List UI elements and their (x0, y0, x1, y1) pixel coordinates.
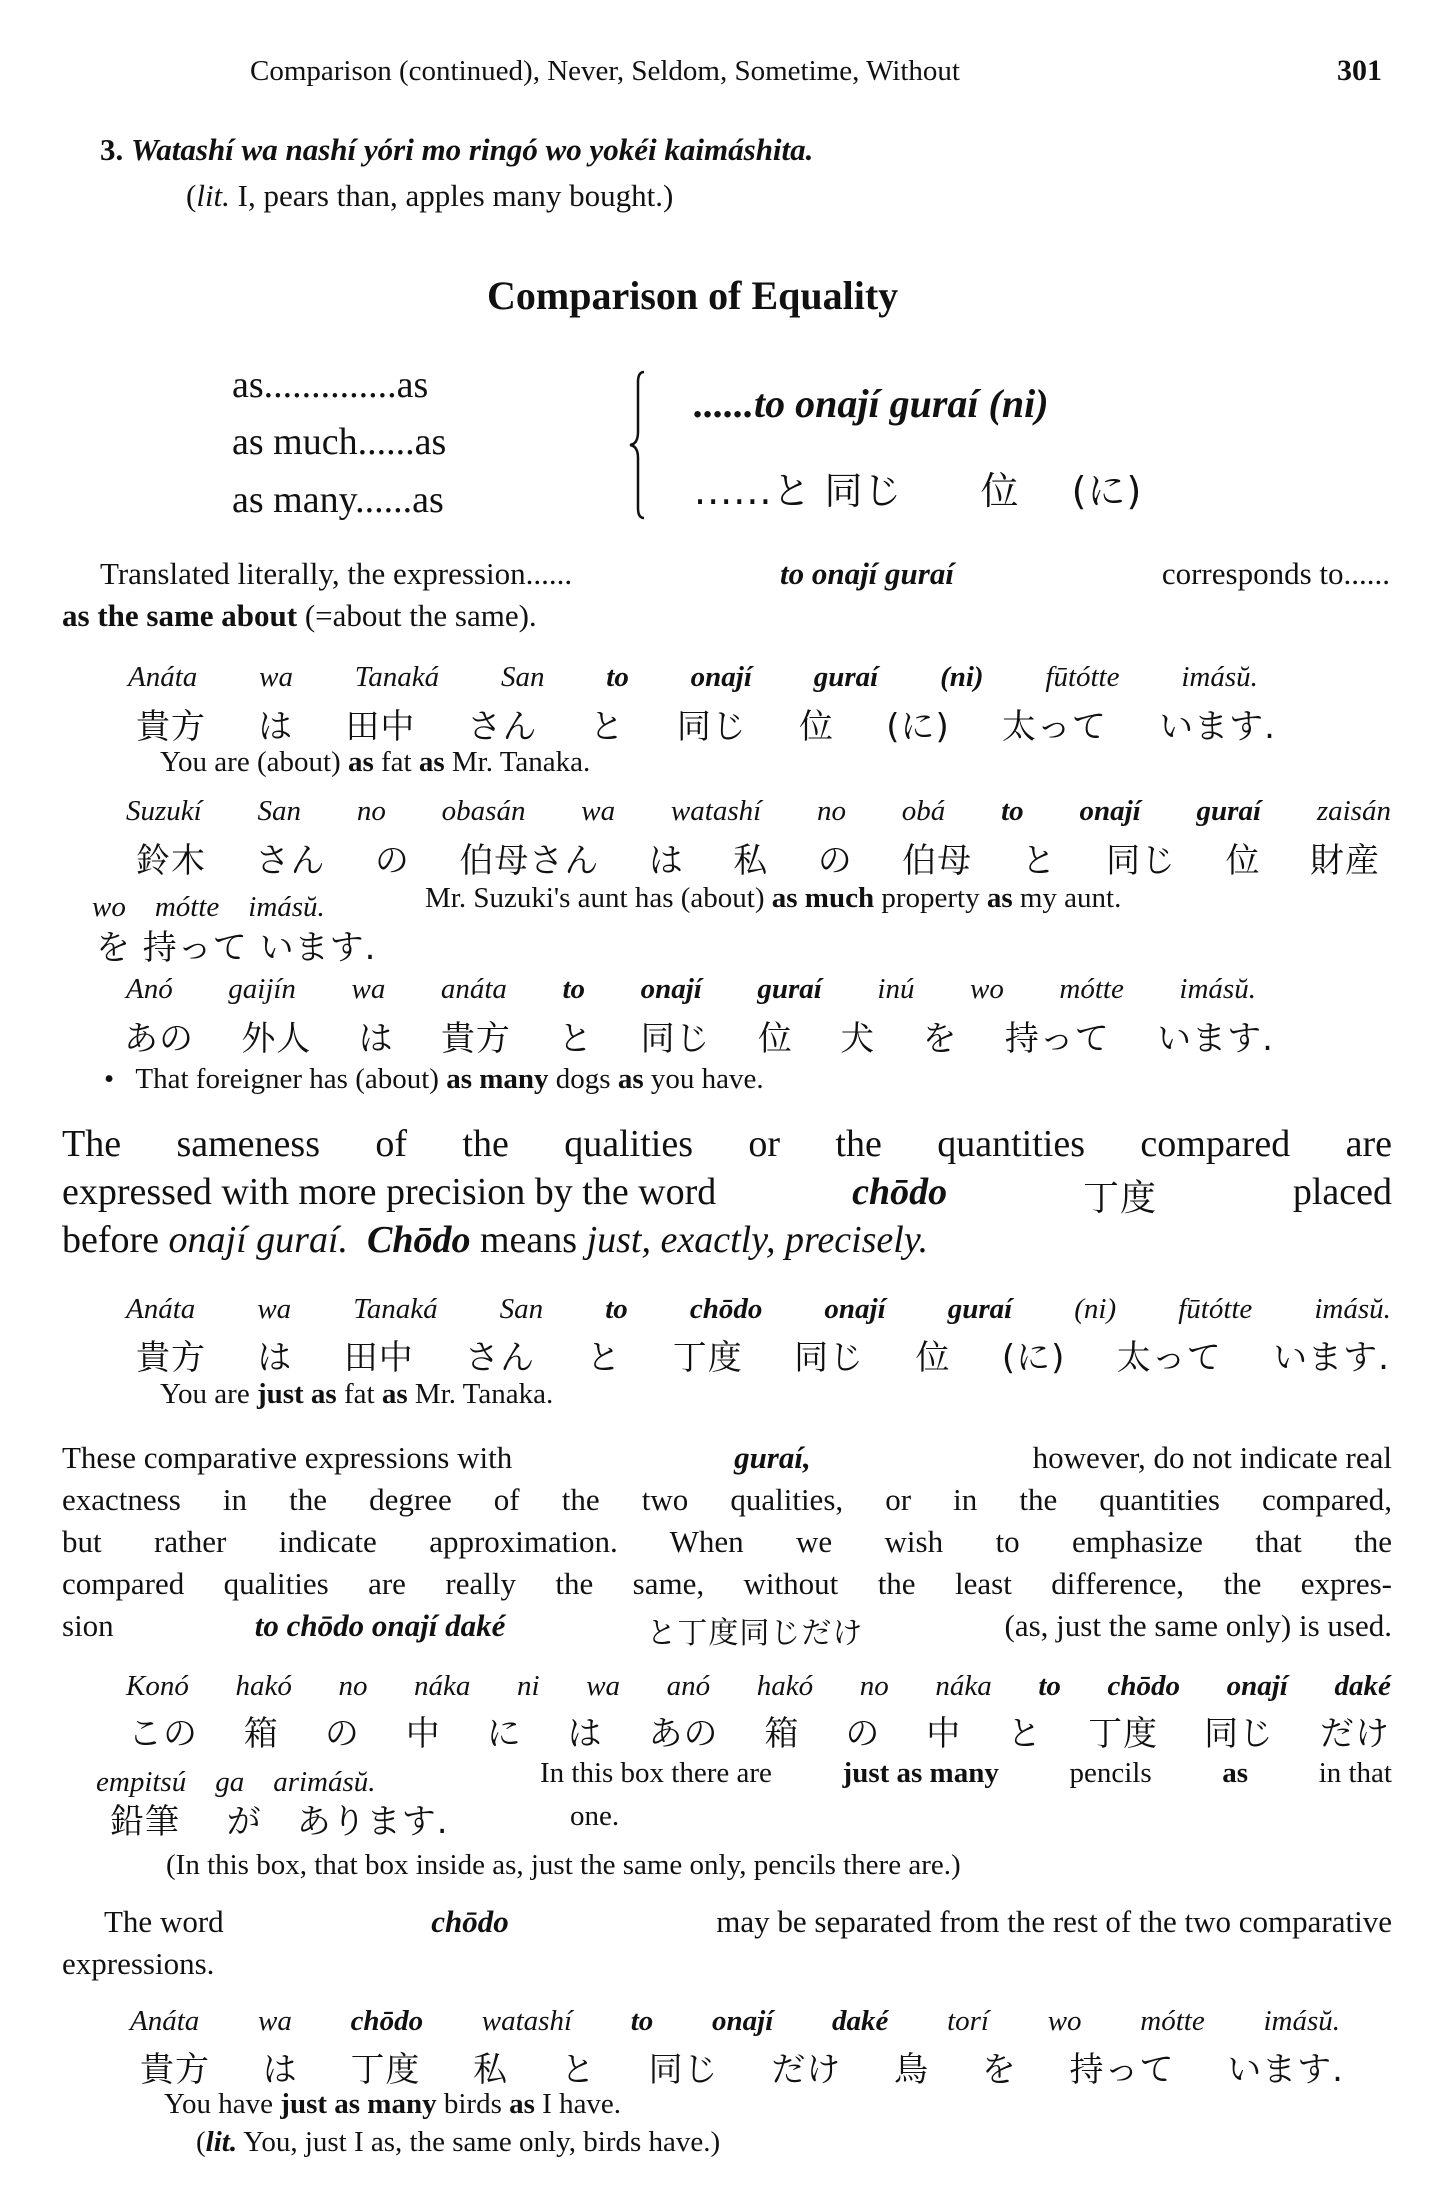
word: wo (1047, 2005, 1082, 2037)
word: 同じ (640, 1019, 711, 1059)
word: この (128, 1714, 198, 1754)
word: Anáta (128, 661, 198, 693)
ex2-english (425, 882, 1121, 915)
word: to (605, 1293, 628, 1325)
word: daké (1334, 1670, 1391, 1702)
text: You have (164, 2088, 274, 2120)
word: 位 (1225, 841, 1261, 881)
word: wo (970, 973, 1004, 1005)
word: no (356, 795, 386, 827)
word: 同じ (676, 707, 747, 747)
word: あの (648, 1714, 719, 1754)
bullet: • (104, 1063, 115, 1095)
text: just as (256, 1378, 337, 1410)
ex3-english (104, 1063, 764, 1096)
text: dogs (555, 1063, 611, 1095)
word: と (1021, 841, 1057, 881)
word: さん (465, 1338, 536, 1378)
word: の (374, 841, 410, 881)
word: anáta (440, 973, 507, 1005)
these-line-2: exactness in the degree of the two qualities, or in the quantities compared, (62, 1482, 1392, 1517)
word: anó (666, 1670, 711, 1702)
word: to (606, 661, 629, 693)
word: no (816, 795, 846, 827)
page-number: 301 (1337, 54, 1382, 87)
text: onají guraí. (168, 1219, 349, 1261)
item-number: 3. (100, 132, 124, 167)
word: と (586, 1338, 622, 1378)
word: onají (690, 661, 752, 693)
ex2-romaji-2: wo mótte imásŭ. (92, 891, 325, 923)
word: fūtótte (1178, 1293, 1253, 1325)
lit-text: I, pears than, apples many bought.) (237, 178, 674, 213)
text: sion (62, 1608, 114, 1643)
word: imásŭ. (1314, 1293, 1391, 1325)
text: to onají guraí (779, 556, 954, 591)
text: just as many (280, 2088, 437, 2120)
word: obá (901, 795, 946, 827)
equality-left-1: as..............as (232, 364, 429, 406)
text: expressed with more precision by the word (62, 1171, 717, 1213)
word: onají (1079, 795, 1141, 827)
word: 同じ (1106, 841, 1177, 881)
word: no (338, 1670, 368, 1702)
word: Anó (126, 973, 173, 1005)
these-line-5 (62, 1608, 1392, 1652)
word: mótte (1059, 973, 1124, 1005)
word: と (560, 2050, 596, 2090)
word: あの (124, 1019, 194, 1059)
section-title: Comparison of Equality (487, 273, 899, 318)
ex3-japanese (124, 1011, 1274, 1060)
equality-left-2: as much......as (232, 421, 447, 463)
separated-line-2: expressions. (62, 1946, 215, 1981)
word: inú (877, 973, 915, 1005)
word: の (324, 1714, 360, 1754)
word: imásŭ. (1181, 661, 1258, 693)
word: 同じ (648, 2050, 719, 2090)
text: Mr. Tanaka. (451, 746, 591, 778)
word: torí (947, 2005, 989, 2037)
text: as much (771, 882, 875, 914)
word: 田中 (345, 707, 416, 747)
ex4-japanese (136, 1330, 1390, 1379)
word: 田中 (343, 1338, 414, 1378)
word: watashí (481, 2005, 573, 2037)
text: Translated literally, the expression...... (100, 556, 573, 591)
word: onají (712, 2005, 774, 2037)
sameness-line-3 (62, 1218, 928, 1262)
ex5-english-2: one. (570, 1800, 620, 1832)
these-line-1 (62, 1440, 1392, 1476)
word: 持って (1004, 1019, 1110, 1059)
ex1-japanese (136, 699, 1276, 748)
text: in that (1318, 1757, 1392, 1789)
text: In this box there are (540, 1757, 772, 1789)
word: onají (1226, 1670, 1288, 1702)
word: imásŭ. (1263, 2005, 1340, 2037)
separated-line-1 (104, 1904, 1392, 1940)
translated-line-2 (62, 598, 537, 634)
word: 位 (915, 1338, 951, 1378)
text: (=about the same). (304, 598, 537, 633)
word: wa (258, 2005, 292, 2037)
text: you have. (650, 1063, 764, 1095)
word: to (630, 2005, 654, 2037)
text: means (480, 1219, 578, 1261)
word: (ni) (940, 661, 984, 693)
word: Konó (126, 1670, 189, 1702)
text: pencils (1069, 1757, 1152, 1789)
word: obasán (441, 795, 526, 827)
ex2-romaji (126, 795, 1391, 828)
sameness-line-1: The sameness of the qualities or the quantities compared are (62, 1123, 1392, 1165)
ex1-romaji (128, 661, 1258, 694)
translated-line-1 (100, 556, 1390, 592)
text: placed (1292, 1171, 1392, 1213)
word: 位 (757, 1019, 793, 1059)
equality-right-romaji: ......to onají guraí (ni) (694, 381, 1049, 426)
word: San (500, 661, 545, 693)
word: to (1001, 795, 1024, 827)
word: だけ (1319, 1714, 1390, 1754)
word: 財産 (1309, 841, 1380, 881)
word: 太って (1116, 1338, 1222, 1378)
word: と (1007, 1714, 1043, 1754)
word: います. (1227, 2050, 1344, 2090)
word: 伯母さん (459, 841, 600, 881)
ex5-english (540, 1757, 1392, 1790)
ex4-romaji (126, 1293, 1391, 1326)
ex5-romaji (126, 1670, 1391, 1703)
word: 丁度 (672, 1338, 743, 1378)
text: as many (446, 1063, 549, 1095)
word: に (486, 1714, 522, 1754)
ex4-english (160, 1378, 553, 1411)
text: however, do not indicate real (1032, 1440, 1392, 1475)
word: gaijín (228, 973, 296, 1005)
word: さん (255, 841, 326, 881)
word: 中 (405, 1714, 441, 1754)
word: mótte (1140, 2005, 1205, 2037)
text: fat (380, 746, 412, 778)
text: as (418, 746, 445, 778)
word: San (257, 795, 302, 827)
ex6-romaji (130, 2005, 1340, 2038)
ex3-romaji (126, 973, 1256, 1006)
word: 犬 (840, 1019, 876, 1059)
text: as (986, 882, 1013, 914)
ex5-romaji-2: empitsú ga arimásŭ. (96, 1766, 376, 1798)
word: chōdo (689, 1293, 763, 1325)
word: hakó (756, 1670, 814, 1702)
word: guraí (813, 661, 879, 693)
word: (に) (1001, 1338, 1066, 1378)
word: 中 (926, 1714, 962, 1754)
word: だけ (771, 2050, 842, 2090)
text: You are (160, 1378, 250, 1410)
ex6-japanese (140, 2042, 1344, 2091)
word: chōdo (1107, 1670, 1181, 1702)
ex1-english (160, 746, 590, 779)
word: 同じ (794, 1338, 865, 1378)
word: wa (257, 1293, 292, 1325)
text: chōdo (852, 1171, 948, 1213)
word: Suzukí (126, 795, 202, 827)
text: as (347, 746, 374, 778)
word: 丁度 (350, 2050, 421, 2090)
word: wa (351, 973, 386, 1005)
word: 同じ (1204, 1714, 1275, 1754)
lit-text: You, just I as, the same only, birds have.) (243, 2126, 721, 2158)
text: と丁度同じだけ (646, 1616, 864, 1651)
text: I have. (542, 2088, 622, 2120)
ex5-japanese (128, 1706, 1390, 1755)
word: guraí (757, 973, 822, 1005)
text: 丁度 (1082, 1178, 1157, 1219)
word: と (558, 1019, 594, 1059)
word: Anáta (130, 2005, 200, 2037)
text: to chōdo onají daké (254, 1608, 506, 1643)
word: San (499, 1293, 544, 1325)
ex5-gloss: (In this box, that box inside as, just the same only, pencils there are.) (166, 1849, 961, 1881)
word: は (258, 707, 294, 747)
lit-label: lit. (196, 178, 230, 213)
ex6-literal: (lit. You, just I as, the same only, birds have.) (196, 2126, 721, 2158)
text: as (509, 2088, 535, 2120)
ex2-japanese (136, 833, 1380, 882)
text: The word (104, 1904, 224, 1939)
word: 丁度 (1088, 1714, 1159, 1754)
ex5-japanese-2: 鉛筆 が あります. (110, 1802, 449, 1842)
ex6-english (164, 2088, 621, 2121)
text: my aunt. (1019, 882, 1122, 914)
text: just as many (842, 1757, 999, 1789)
running-title: Comparison (continued), Never, Seldom, Sometime, Without (250, 55, 960, 87)
word: 貴方 (136, 1338, 206, 1378)
text: Mr. Suzuki's aunt has (about) (425, 882, 765, 914)
word: 太って (1001, 707, 1107, 747)
word: onají (824, 1293, 886, 1325)
word: と (589, 707, 625, 747)
word: 貴方 (440, 1019, 511, 1059)
word: hakó (235, 1670, 292, 1702)
text: Chōdo (367, 1219, 471, 1261)
word: wa (259, 661, 293, 693)
word: 箱 (764, 1714, 800, 1754)
word: Tanaká (353, 1293, 438, 1325)
word: Anáta (126, 1293, 196, 1325)
word: は (262, 2050, 298, 2090)
text: These comparative expressions with (62, 1440, 513, 1475)
word: を (922, 1019, 958, 1059)
text: corresponds to...... (1161, 556, 1390, 591)
word: 持って (1069, 2050, 1175, 2090)
text: before (62, 1219, 160, 1261)
text: as the same about (62, 598, 298, 633)
lit-label: lit. (205, 2126, 238, 2158)
word: 貴方 (136, 707, 206, 747)
text: That foreigner has (about) (135, 1063, 439, 1095)
word: watashí (670, 795, 762, 827)
these-line-4: compared qualities are really the same, without the least difference, the expres- (62, 1566, 1392, 1601)
word: います. (1157, 1019, 1274, 1059)
sameness-line-2 (62, 1170, 1392, 1221)
text: as (617, 1063, 644, 1095)
item-3-romaji: Watashí wa nashí yóri mo ringó wo yokéi kaimáshita. (131, 132, 814, 167)
ex2-japanese-2: を 持って います. (96, 928, 377, 968)
brace-icon (628, 370, 658, 520)
word: guraí (1196, 795, 1262, 827)
word: は (257, 1338, 293, 1378)
word: さん (467, 707, 538, 747)
word: to (1038, 1670, 1061, 1702)
word: います. (1159, 707, 1276, 747)
text: just, exactly, precisely. (586, 1219, 929, 1261)
word: の (817, 841, 853, 881)
equality-right-japanese: ......と 同じ 位 (に) (694, 469, 1143, 513)
word: fūtótte (1045, 661, 1120, 693)
word: 私 (733, 841, 769, 881)
word: guraí (947, 1293, 1013, 1325)
word: zaisán (1316, 795, 1391, 827)
word: 鳥 (894, 2050, 930, 2090)
word: to (562, 973, 586, 1005)
word: は (648, 841, 684, 881)
word: 位 (799, 707, 835, 747)
word: 貴方 (140, 2050, 210, 2090)
text: property (881, 882, 980, 914)
word: の (845, 1714, 881, 1754)
word: います. (1273, 1338, 1390, 1378)
word: 鈴木 (136, 841, 206, 881)
word: no (859, 1670, 889, 1702)
word: 箱 (243, 1714, 279, 1754)
text: You are (about) (160, 746, 341, 778)
text: may be separated from the rest of the two comparative (716, 1904, 1392, 1939)
these-line-3: but rather indicate approximation. When we wish to emphasize that the (62, 1524, 1392, 1559)
word: náka (935, 1670, 992, 1702)
word: Tanaká (354, 661, 440, 693)
word: ni (517, 1670, 540, 1702)
word: chōdo (350, 2005, 424, 2037)
word: wa (581, 795, 616, 827)
item-3-sentence (100, 132, 813, 168)
word: は (358, 1019, 394, 1059)
word: imásŭ. (1179, 973, 1256, 1005)
word: onají (640, 973, 702, 1005)
text: guraí, (734, 1440, 811, 1475)
word: 外人 (241, 1019, 312, 1059)
word: (に) (886, 707, 950, 747)
word: は (567, 1714, 603, 1754)
word: wa (586, 1670, 621, 1702)
word: daké (832, 2005, 889, 2037)
text: chōdo (431, 1904, 509, 1939)
text: Mr. Tanaka. (414, 1378, 554, 1410)
equality-left-3: as many......as (232, 479, 444, 521)
word: náka (414, 1670, 471, 1702)
text: (as, just the same only) is used. (1004, 1608, 1392, 1643)
text: birds (443, 2088, 502, 2120)
word: 伯母 (902, 841, 973, 881)
word: 私 (473, 2050, 509, 2090)
text: as (1222, 1757, 1249, 1789)
text: as (381, 1378, 408, 1410)
text: fat (343, 1378, 375, 1410)
item-3-literal: (lit. I, pears than, apples many bought.) (186, 178, 674, 213)
word: を (981, 2050, 1017, 2090)
word: (ni) (1074, 1293, 1117, 1325)
